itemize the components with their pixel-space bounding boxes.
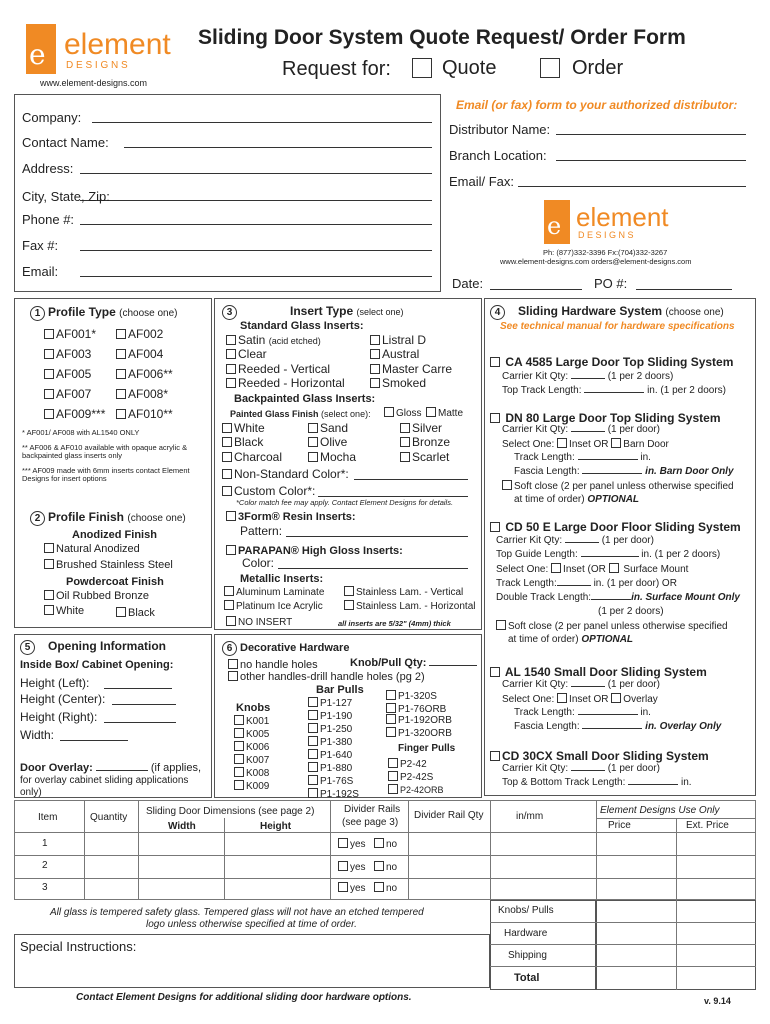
bar-p1-76s[interactable]: P1-76S xyxy=(308,775,353,787)
cd50-select: Select One: Inset (OR Surface Mount xyxy=(496,564,689,575)
decorative-heading: 6 Decorative Hardware xyxy=(222,641,349,656)
finish-brushed[interactable]: Brushed Stainless Steel xyxy=(44,559,173,571)
anodized-heading: Anodized Finish xyxy=(72,529,157,541)
fax-label: Fax #: xyxy=(22,238,59,253)
pattern-label: Pattern: xyxy=(240,524,283,538)
phone-field[interactable] xyxy=(80,224,432,225)
company-field[interactable] xyxy=(92,122,432,123)
color-white[interactable]: White xyxy=(222,421,265,435)
color-olive[interactable]: Olive xyxy=(308,435,347,449)
row-3-item: 3 xyxy=(42,882,48,893)
h-left-label: Height (Left): xyxy=(20,676,90,690)
hardware-label: Hardware xyxy=(504,928,548,939)
insert-master[interactable]: Master Carre xyxy=(370,362,452,376)
no-holes[interactable]: no handle holes xyxy=(228,659,318,671)
profile-note-3: *** AF009 made with 6mm inserts contact Element xyxy=(22,466,190,475)
logo-brand: element xyxy=(64,28,171,61)
row-1-no[interactable]: no xyxy=(374,838,397,850)
cd50-soft-close[interactable]: Soft close (2 per panel unless otherwise specified xyxy=(496,620,728,632)
width-label: Width: xyxy=(20,728,55,742)
painted-finish: Painted Glass Finish (select one): xyxy=(230,409,371,419)
th-ext: Ext. Price xyxy=(686,820,729,831)
email-field[interactable] xyxy=(80,276,432,277)
contact-label: Contact Name: xyxy=(22,135,109,150)
insert-reeded-v[interactable]: Reeded - Vertical xyxy=(226,362,330,376)
al-select: Select One: Inset OR Overlay xyxy=(502,694,658,705)
profile-af006[interactable]: AF006** xyxy=(116,367,173,381)
th-width: Width xyxy=(168,821,196,832)
custom-color[interactable]: Custom Color*: xyxy=(222,484,315,498)
insert-smoked[interactable]: Smoked xyxy=(370,376,426,390)
profile-af002[interactable]: AF002 xyxy=(116,327,163,341)
profile-note-3b: Designs for insert options xyxy=(22,474,107,483)
web-contact-info: www.element-designs.com orders@element-designs.com xyxy=(500,257,692,266)
row-1-yes[interactable]: yes xyxy=(338,838,366,850)
distributor-name-field[interactable] xyxy=(556,134,746,135)
dn-carrier: Carrier Kit Qty: (1 per door) xyxy=(502,424,660,435)
dn-select: Select One: Inset OR Barn Door xyxy=(502,439,669,450)
profile-af001[interactable]: AF001* xyxy=(44,327,96,341)
row-2-item: 2 xyxy=(42,860,48,871)
special-instructions-label: Special Instructions: xyxy=(20,939,137,954)
al-track: Track Length: in. xyxy=(514,707,651,718)
quote-checkbox[interactable] xyxy=(412,58,432,78)
profile-af005[interactable]: AF005 xyxy=(44,367,91,381)
knob-k001[interactable]: K001 xyxy=(234,715,269,727)
bar-p1-192orb[interactable]: P1-192ORB xyxy=(386,714,452,726)
hardware-heading: 4 Sliding Hardware System (choose one) xyxy=(490,304,724,320)
address-field[interactable] xyxy=(80,173,432,174)
bar-p1-192s[interactable]: P1-192S xyxy=(308,788,359,800)
profile-finish-heading: 2 Profile Finish (choose one) xyxy=(30,510,186,526)
insert-clear[interactable]: Clear xyxy=(226,347,267,361)
3form-heading[interactable]: 3Form® Resin Inserts: xyxy=(226,511,356,523)
knobs-heading: Knobs xyxy=(236,702,271,714)
hw-dn80[interactable]: DN 80 Large Door Top Sliding System xyxy=(490,411,721,425)
email-fax-label: Email/ Fax: xyxy=(449,174,515,189)
phone-label: Phone #: xyxy=(22,212,75,227)
al-fascia: Fascia Length: in. Overlay Only xyxy=(514,721,722,732)
bar-p1-320s[interactable]: P1-320S xyxy=(386,690,437,702)
hw-cd50[interactable]: CD 50 E Large Door Floor Sliding System xyxy=(490,520,741,534)
profile-af009[interactable]: AF009*** xyxy=(44,407,105,421)
th-price: Price xyxy=(608,820,631,831)
finish-black[interactable]: Black xyxy=(116,607,155,619)
fax-field[interactable] xyxy=(80,250,432,251)
th-height: Height xyxy=(260,821,292,832)
dn-track: Track Length: in. xyxy=(514,452,651,463)
profile-type-heading: 1 Profile Type (choose one) xyxy=(30,305,178,321)
knob-k005[interactable]: K005 xyxy=(234,728,269,740)
row-2-yes[interactable]: yes xyxy=(338,861,366,873)
logo-sub: D E S I G N S xyxy=(66,60,128,71)
bar-p1-640[interactable]: P1-640 xyxy=(308,749,352,761)
th-dims: Sliding Door Dimensions (see page 2) xyxy=(146,806,315,817)
finish-gloss[interactable]: Gloss xyxy=(384,407,422,419)
row-1-item: 1 xyxy=(42,838,48,849)
total-label: Total xyxy=(514,972,540,984)
hw-ca4585[interactable]: CA 4585 Large Door Top Sliding System xyxy=(490,355,733,369)
h-right-label: Height (Right): xyxy=(20,710,98,724)
logo-2: e element D E S I G N S xyxy=(544,200,674,246)
dn-soft-close[interactable]: Soft close (2 per panel unless otherwise specified xyxy=(502,480,734,492)
row-3-no[interactable]: no xyxy=(374,882,397,894)
version: v. 9.14 xyxy=(704,996,731,1006)
h-right-field[interactable] xyxy=(104,722,176,723)
cd30-track: Top & Bottom Track Length: in. xyxy=(502,777,692,788)
custom-field[interactable] xyxy=(318,496,468,497)
inside-box-label: Inside Box/ Cabinet Opening: xyxy=(20,659,174,671)
logo-brand-2: element xyxy=(576,202,669,232)
cd50-per2: (1 per 2 doors) xyxy=(598,606,664,617)
color-bronze[interactable]: Bronze xyxy=(400,435,450,449)
shipping-label: Shipping xyxy=(508,950,547,961)
website: www.element-designs.com xyxy=(40,78,148,88)
metal-aluminum[interactable]: Aluminum Laminate xyxy=(224,586,324,598)
finger-p2-42s[interactable]: P2-42S xyxy=(388,771,433,783)
dn-fascia: Fascia Length: in. Barn Door Only xyxy=(514,466,734,477)
th-item: Item xyxy=(38,812,58,823)
cd50-double: Double Track Length: in. Surface Mount Only xyxy=(496,592,740,603)
finger-heading: Finger Pulls xyxy=(398,743,456,754)
standard-glass-heading: Standard Glass Inserts: xyxy=(240,320,364,332)
order-checkbox[interactable] xyxy=(540,58,560,78)
row-2-no[interactable]: no xyxy=(374,861,397,873)
see-manual: See technical manual for hardware specifications xyxy=(500,321,735,332)
hw-al1540[interactable]: AL 1540 Small Door Sliding System xyxy=(490,665,707,679)
company-label: Company: xyxy=(22,110,82,125)
color-scarlet[interactable]: Scarlet xyxy=(400,450,449,464)
city-label: City, State, Zip: xyxy=(22,189,110,204)
finger-p2-42orb[interactable]: P2-42ORB xyxy=(388,784,444,795)
no-insert[interactable]: NO INSERT xyxy=(226,616,292,628)
parapan-color-field[interactable] xyxy=(278,568,468,569)
row-3-yes[interactable]: yes xyxy=(338,882,366,894)
knobs-pulls-label: Knobs/ Pulls xyxy=(498,905,554,916)
finish-natural[interactable]: Natural Anodized xyxy=(44,543,140,555)
th-divider-qty: Divider Rail Qty xyxy=(414,810,484,821)
profile-af008[interactable]: AF008* xyxy=(116,387,168,401)
opening-heading: 5 Opening Information xyxy=(20,639,166,655)
profile-note-2: ** AF006 & AF010 available with opaque acrylic & xyxy=(22,443,188,452)
address-label: Address: xyxy=(22,161,74,176)
profile-af004[interactable]: AF004 xyxy=(116,347,163,361)
color-label: Color: xyxy=(242,556,275,570)
finish-white[interactable]: White xyxy=(44,605,84,617)
insert-reeded-h[interactable]: Reeded - Horizontal xyxy=(226,376,345,390)
profile-af003[interactable]: AF003 xyxy=(44,347,91,361)
profile-af007[interactable]: AF007 xyxy=(44,387,91,401)
inserts-note: all inserts are 5/32" (4mm) thick xyxy=(338,619,451,628)
h-center-field[interactable] xyxy=(112,704,176,705)
nonstandard-color[interactable]: Non-Standard Color*: xyxy=(222,467,349,481)
order-label: Order xyxy=(572,57,624,79)
overlay-only: only) xyxy=(20,787,42,798)
h-center-label: Height (Center): xyxy=(20,692,106,706)
profile-note-1: * AF001/ AF008 with AL1540 ONLY xyxy=(22,428,140,437)
bar-p1-880[interactable]: P1-880 xyxy=(308,762,352,774)
insert-heading: 3 Insert Type (select one) xyxy=(222,304,404,320)
ca-top-track: Top Track Length: in. (1 per 2 doors) xyxy=(502,385,726,396)
bar-p1-76orb[interactable]: P1-76ORB xyxy=(386,703,446,715)
quote-label: Quote xyxy=(442,57,497,79)
branch-label: Branch Location: xyxy=(449,148,547,163)
color-silver[interactable]: Silver xyxy=(400,421,442,435)
bar-p1-250[interactable]: P1-250 xyxy=(308,723,352,735)
metal-stainless-v[interactable]: Stainless Lam. - Vertical xyxy=(344,586,463,598)
bar-p1-380[interactable]: P1-380 xyxy=(308,736,352,748)
color-charcoal[interactable]: Charcoal xyxy=(222,450,282,464)
knob-k006[interactable]: K006 xyxy=(234,741,269,753)
email-fax-field[interactable] xyxy=(518,186,746,187)
insert-satin[interactable]: Satin (acid etched) xyxy=(226,333,321,347)
metallic-heading: Metallic Inserts: xyxy=(240,573,324,585)
knob-k007[interactable]: K007 xyxy=(234,754,269,766)
th-see-p3: (see page 3) xyxy=(342,817,399,828)
contact-field[interactable] xyxy=(124,147,432,148)
color-note: *Color match fee may apply. Contact Element Designs for details. xyxy=(236,498,454,507)
hw-cd30[interactable]: CD 30CX Small Door Sliding System xyxy=(490,749,709,763)
branch-field[interactable] xyxy=(556,160,746,161)
th-quantity: Quantity xyxy=(90,812,128,823)
cd50-time: at time of order) OPTIONAL xyxy=(508,634,634,645)
po-field[interactable] xyxy=(636,289,732,290)
metal-stainless-h[interactable]: Stainless Lam. - Horizontal xyxy=(344,600,476,612)
distributor-heading: Email (or fax) form to your authorized distributor: xyxy=(456,98,738,112)
insert-austral[interactable]: Austral xyxy=(370,347,419,361)
bar-p1-127[interactable]: P1-127 xyxy=(308,697,352,709)
glass-note-1: All glass is tempered safety glass. Tempered glass will not have an etched tempered xyxy=(50,907,424,918)
phone-fax-info: Ph: (877)332-3396 Fx:(704)332-3267 xyxy=(543,248,668,257)
th-inmm: in/mm xyxy=(516,811,544,822)
finish-oil[interactable]: Oil Rubbed Bronze xyxy=(44,590,149,602)
address-field-2[interactable] xyxy=(80,200,432,201)
overlay-label: Door Overlay: (if applies, xyxy=(20,762,202,774)
page-title: Sliding Door System Quote Request/ Order Form xyxy=(198,26,686,49)
email-label: Email: xyxy=(22,264,59,279)
distributor-name-label: Distributor Name: xyxy=(449,122,551,137)
knob-qty-label: Knob/Pull Qty: xyxy=(350,657,477,669)
po-label: PO #: xyxy=(594,276,628,291)
contact-note: Contact Element Designs for additional sliding door hardware options. xyxy=(76,992,412,1003)
knob-k009[interactable]: K009 xyxy=(234,780,269,792)
al-carrier: Carrier Kit Qty: (1 per door) xyxy=(502,679,660,690)
insert-listral[interactable]: Listral D xyxy=(370,333,426,347)
overlay-apps: for overlay cabinet sliding applications xyxy=(20,775,189,786)
powder-heading: Powdercoat Finish xyxy=(66,576,164,588)
nonstandard-field[interactable] xyxy=(354,479,468,480)
color-sand[interactable]: Sand xyxy=(308,421,348,435)
cd30-carrier: Carrier Kit Qty: (1 per door) xyxy=(502,763,660,774)
cd50-track: Track Length: in. (1 per door) OR xyxy=(496,578,677,589)
finger-p2-42[interactable]: P2-42 xyxy=(388,758,427,770)
width-field[interactable] xyxy=(60,740,128,741)
bar-p1-190[interactable]: P1-190 xyxy=(308,710,352,722)
color-black[interactable]: Black xyxy=(222,435,263,449)
h-left-field[interactable] xyxy=(104,688,172,689)
request-for-label: Request for: xyxy=(282,58,391,80)
logo: e element D E S I G N S xyxy=(26,24,166,76)
backpainted-heading: Backpainted Glass Inserts: xyxy=(234,393,376,405)
other-handles[interactable]: other handles-drill handle holes (pg 2) xyxy=(228,671,425,683)
date-field[interactable] xyxy=(490,289,582,290)
finish-matte[interactable]: Matte xyxy=(426,407,463,419)
logo-sub-2: D E S I G N S xyxy=(578,230,634,240)
profile-af010[interactable]: AF010** xyxy=(116,407,173,421)
metal-platinum[interactable]: Platinum Ice Acrylic xyxy=(224,600,323,612)
glass-note-2: logo unless otherwise specified at time of order. xyxy=(146,919,357,930)
bar-p1-320orb[interactable]: P1-320ORB xyxy=(386,727,452,739)
bar-pulls-heading: Bar Pulls xyxy=(316,684,364,696)
profile-note-2b: backpainted glass inserts only xyxy=(22,451,123,460)
parapan-heading[interactable]: PARAPAN® High Gloss Inserts: xyxy=(226,545,403,557)
cd50-carrier: Carrier Kit Qty: (1 per door) xyxy=(496,535,654,546)
color-mocha[interactable]: Mocha xyxy=(308,450,356,464)
th-divider: Divider Rails xyxy=(344,804,401,815)
pattern-field[interactable] xyxy=(286,536,468,537)
th-use-only: Element Designs Use Only xyxy=(600,805,720,816)
knob-k008[interactable]: K008 xyxy=(234,767,269,779)
ca-carrier: Carrier Kit Qty: (1 per 2 doors) xyxy=(502,371,674,382)
date-label: Date: xyxy=(452,276,484,291)
dn-time: at time of order) OPTIONAL xyxy=(514,494,640,505)
cd50-guide: Top Guide Length: in. (1 per 2 doors) xyxy=(496,549,721,560)
